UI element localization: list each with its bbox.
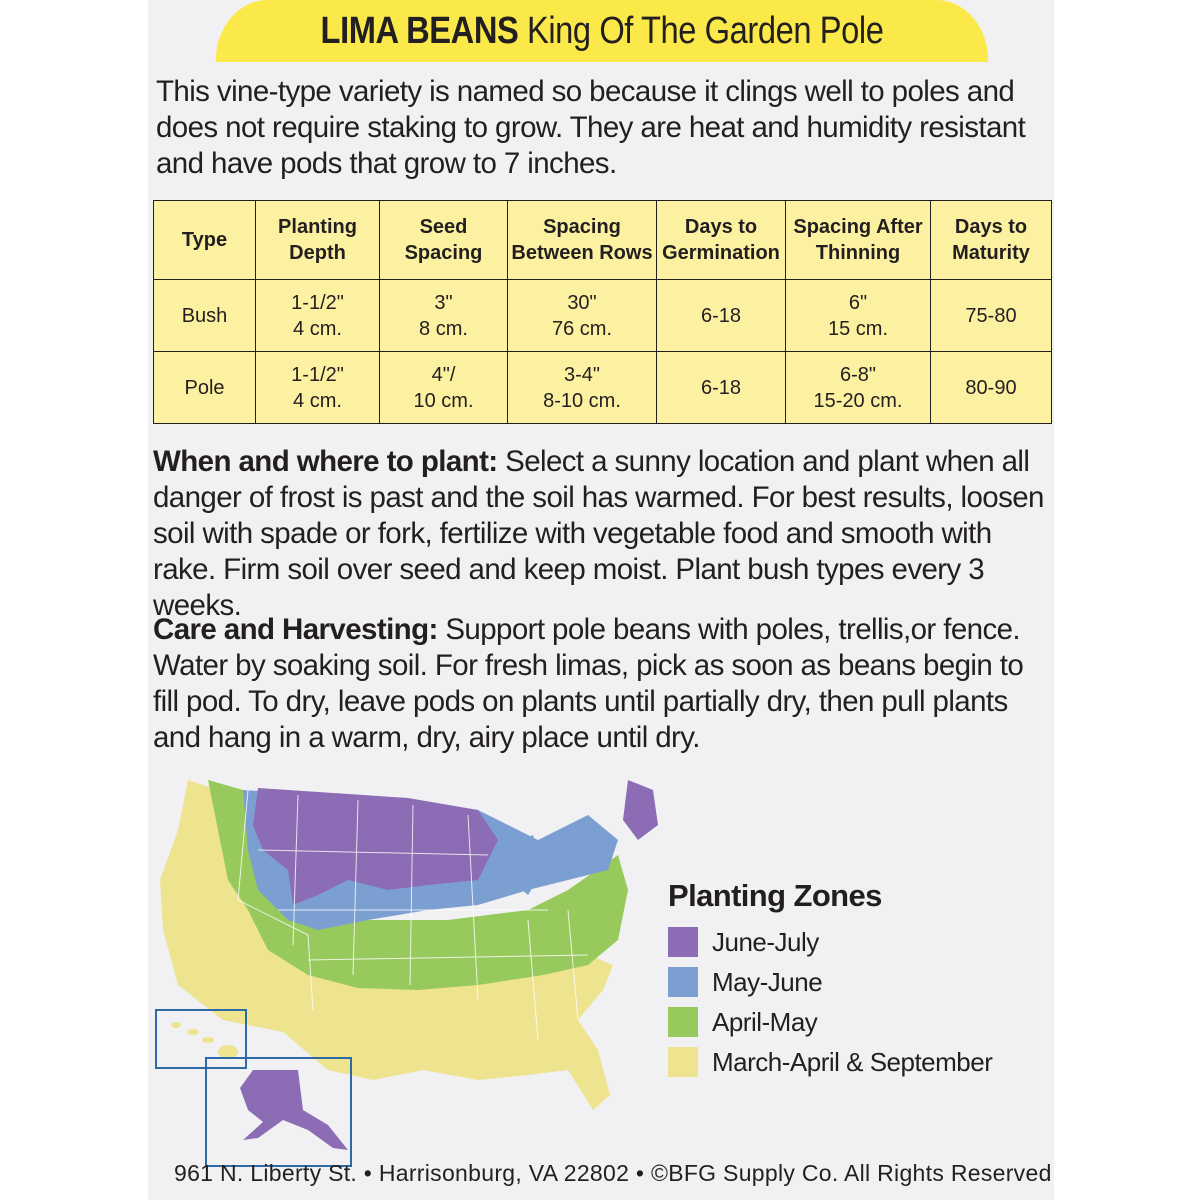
cell-germination: 6-18 (657, 280, 786, 352)
legend-label: April-May (712, 1006, 818, 1037)
cell-maturity: 80-90 (931, 352, 1052, 424)
cell-type: Bush (154, 280, 256, 352)
legend-item (668, 922, 1048, 962)
map-legend (668, 878, 1048, 1082)
care-harvest-heading: Care and Harvesting: (153, 613, 438, 646)
cell-maturity: 75-80 (931, 280, 1052, 352)
cell-row-spacing: 30" 76 cm. (508, 280, 657, 352)
legend-item (668, 1042, 1048, 1082)
cell-thinning: 6-8" 15-20 cm. (786, 352, 931, 424)
us-map-graphic (148, 770, 668, 1170)
col-header-seed-spacing: Seed Spacing (380, 201, 508, 280)
packet-header (216, 0, 988, 62)
care-harvest-section (153, 612, 1051, 756)
legend-swatch (668, 1007, 698, 1037)
table-row (154, 280, 1052, 352)
legend-item (668, 962, 1048, 1002)
cell-seed-spacing: 4"/ 10 cm. (380, 352, 508, 424)
when-where-section (153, 444, 1051, 624)
when-where-text: Select a sunny location and plant when all danger of frost is past and the soil has warmed. For best results, loosen soil with spade or fork, fertilize with vegetable food and smooth with rake. Firm soil over seed and keep moist. Plant bush types every 3 weeks. (153, 445, 1044, 622)
col-header-thinning: Spacing After Thinning (786, 201, 931, 280)
legend-label: May-June (712, 966, 823, 997)
product-variety: King Of The Garden Pole (526, 9, 884, 52)
legend-swatch (668, 967, 698, 997)
col-header-maturity: Days to Maturity (931, 201, 1052, 280)
legend-swatch (668, 927, 698, 957)
planting-table (153, 200, 1052, 424)
legend-label: June-July (712, 926, 819, 957)
zone-june-july-northeast (623, 780, 658, 840)
col-header-row-spacing: Spacing Between Rows (508, 201, 657, 280)
seed-packet-back (148, 0, 1054, 1200)
when-where-heading: When and where to plant: (153, 445, 498, 478)
company-footer: 961 N. Liberty St. • Harrisonburg, VA 22802 • ©BFG Supply Co. All Rights Reserved (174, 1160, 1052, 1186)
legend-title: Planting Zones (668, 878, 882, 913)
variety-description: This vine-type variety is named so because it clings well to poles and does not require staking to grow. They are heat and humidity resistant and have pods that grow to 7 inches. (156, 75, 1026, 180)
legend-item (668, 1002, 1048, 1042)
cell-seed-spacing: 3" 8 cm. (380, 280, 508, 352)
product-name: LIMA BEANS (320, 9, 519, 52)
cell-planting-depth: 1-1/2" 4 cm. (256, 352, 380, 424)
table-row (154, 352, 1052, 424)
care-harvest-text: Support pole beans with poles, trellis,or fence. Water by soaking soil. For fresh limas, pick as soon as beans begin to fill pod. To dry, leave pods on plants until partially dry, then pull plants and hang in a warm, dry, airy place until dry. (153, 613, 1024, 754)
col-header-type: Type (154, 201, 256, 280)
cell-germination: 6-18 (657, 352, 786, 424)
table-header-row (154, 201, 1052, 280)
cell-thinning: 6" 15 cm. (786, 280, 931, 352)
col-header-germination: Days to Germination (657, 201, 786, 280)
col-header-planting-depth: Planting Depth (256, 201, 380, 280)
legend-swatch (668, 1047, 698, 1077)
planting-zones-map (148, 770, 668, 1170)
cell-planting-depth: 1-1/2" 4 cm. (256, 280, 380, 352)
alaska-shape (240, 1070, 348, 1150)
legend-label: March-April & September (712, 1046, 993, 1077)
cell-type: Pole (154, 352, 256, 424)
cell-row-spacing: 3-4" 8-10 cm. (508, 352, 657, 424)
hawaii-islands (171, 1022, 238, 1059)
